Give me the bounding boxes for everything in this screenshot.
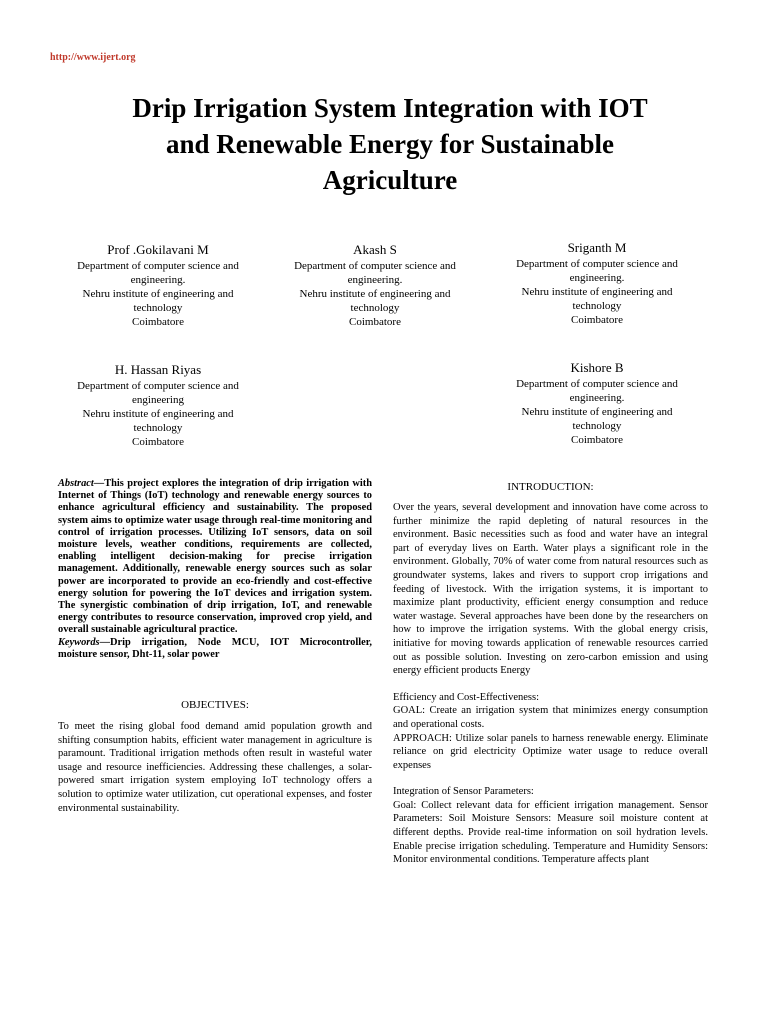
author-name: Akash S [353,242,397,257]
author-dept: Department of computer science and [516,378,678,390]
section-efficiency-title: Efficiency and Cost-Effectiveness: [393,691,539,703]
author-name: Prof .Gokilavani M [107,242,209,257]
keywords-text: —Drip irrigation, Node MCU, IOT Microcontroller, moisture sensor, Dht-11, solar power [58,636,372,660]
author-name: Kishore B [570,360,624,375]
journal-url[interactable]: http://www.ijert.org [50,52,136,63]
introduction-heading: INTRODUCTION: [507,481,594,493]
author-dept: Department of computer science and [77,380,239,392]
author-inst-2: technology [572,420,622,432]
author-block-5 [497,359,697,447]
author-block-2 [275,241,475,329]
author-dept-2: engineering. [569,272,625,284]
author-inst: Nehru institute of engineering and [521,286,673,298]
introduction-paragraph: Over the years, several development and innovation have come across to further minimize the rapid depleting of natural resources in the environment. Basic necessities such as food and water have an integral part of everyday lives on Earth. Water plays a significant role in the environment. Globally, 70% of water come from natural resources such as groundwater systems, lakes and rivers to support crop irrigations and feeding of livestock. With the irrigation systems, it is important to maximize plant productivity, efficient energy consumption and reduce water wastage. Several approaches have been done by the researchers on how to improve the irrigation systems. With the global energy crisis, initiative for moving towards application of renewable resources carried out as possible solution. Investing on zero-carbon emission and using energy efficient products Energy [393,502,708,677]
author-dept-2: engineering. [569,392,625,404]
abstract-text: This project explores the integration of drip irrigation with Internet of Things (IoT) technology and renewable energy sources to enhance agricultural efficiency and sustainability. The proposed system aims to optimize water usage through real-time monitoring and control of irrigation processes. Utilizing IoT sensors, data on soil moisture levels, weather conditions, requirements are collected, enabling intelligent decision-making for precise irrigation management. Additionally, renewable energy sources such as solar power are incorporated to provide an eco-friendly and cost-effective energy solution for powering the IoT devices and irrigation system. The synergistic combination of drip irrigation, IoT, and renewable energy contributes to resource conservation, improved crop yield, and overall sustainable agricultural practice. [58,478,372,636]
title-line-2: and Renewable Energy for Sustainable [165,129,615,159]
keywords-paragraph [58,637,372,661]
author-inst-2: technology [133,302,183,314]
abstract-paragraph [58,478,372,637]
author-block-3 [497,239,697,327]
author-city: Coimbatore [132,316,184,328]
objectives-heading: OBJECTIVES: [181,699,249,711]
section-sensor-title: Integration of Sensor Parameters: [393,786,534,798]
author-dept: Department of computer science and [516,258,678,270]
author-city: Coimbatore [571,434,623,446]
paper-title [60,90,720,198]
author-dept-2: engineering [132,394,184,406]
author-inst-2: technology [350,302,400,314]
keywords-label: Keywords [58,636,100,648]
author-name: Sriganth M [567,240,627,255]
author-city: Coimbatore [349,316,401,328]
abstract-dash: — [93,478,105,489]
author-inst-2: technology [133,422,183,434]
author-city: Coimbatore [571,314,623,326]
author-dept: Department of computer science and [77,260,239,272]
author-dept-2: engineering. [347,274,403,286]
section-sensor-text: Goal: Collect relevant data for efficient irrigation management. Sensor Parameters: Soil Moisture Sensors: Measure soil moisture content at different depths. Provide real-time information on soil hydration levels. Enable precise irrigation scheduling. Temperature and Humidity Sensors: Monitor environmental conditions. Temperature affects plant [393,799,708,866]
author-block-4 [58,361,258,449]
author-dept-2: engineering. [130,274,186,286]
introduction-section [393,501,708,867]
title-line-1: Drip Irrigation System Integration with IOT [132,93,648,123]
author-block-1 [58,241,258,329]
section-efficiency-approach: APPROACH: Utilize solar panels to harness renewable energy. Eliminate reliance on grid electricity Optimize water usage to reduce overall expenses [393,732,708,771]
author-inst: Nehru institute of engineering and [82,408,234,420]
author-inst: Nehru institute of engineering and [82,288,234,300]
author-inst: Nehru institute of engineering and [299,288,451,300]
objectives-text: To meet the rising global food demand amid population growth and shifting consumption habits, efficient water management in agriculture is paramount. Traditional irrigation methods often result in wasteful water usage and resource inefficiencies. Addressing these challenges, a solar-powered smart irrigation system employing IoT technology offers a solution to optimize water utilization, cut operational expenses, and foster environmental sustainability. [58,721,372,814]
author-city: Coimbatore [132,436,184,448]
author-name: H. Hassan Riyas [114,362,202,377]
author-dept: Department of computer science and [294,260,456,272]
author-inst: Nehru institute of engineering and [521,406,673,418]
author-inst-2: technology [572,300,622,312]
abstract-label: Abstract [58,478,94,489]
section-efficiency-goal: GOAL: Create an irrigation system that minimizes energy consumption and operational costs. [393,705,708,730]
title-line-3: Agriculture [322,165,458,195]
abstract-section [58,478,372,661]
